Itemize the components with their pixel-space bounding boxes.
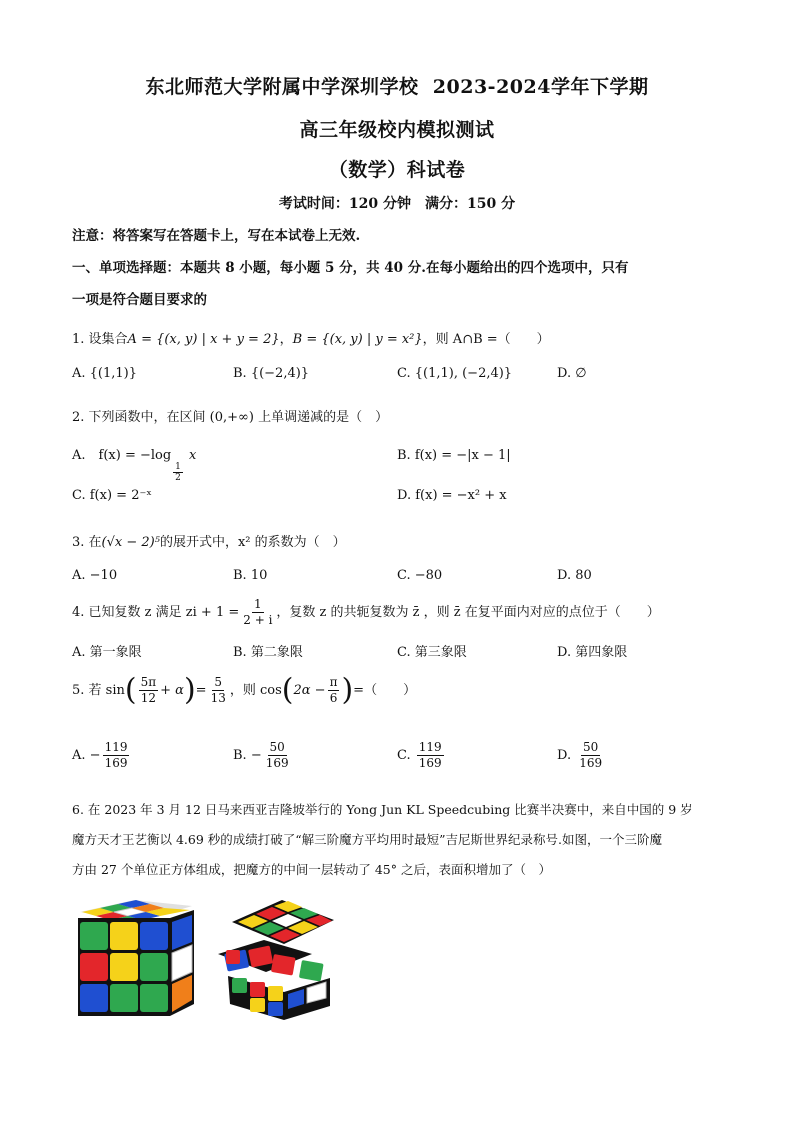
q5-c-label: C. xyxy=(397,748,411,763)
q1-sep: ， xyxy=(279,332,293,347)
q1-option-d: D. ∅ xyxy=(557,366,587,381)
q3-prefix: 3. 在 xyxy=(72,535,102,550)
q5-d-num: 50 xyxy=(583,740,599,754)
q5-prefix: 5. 若 sin xyxy=(72,683,125,698)
q5-arg-den: 12 xyxy=(140,691,156,705)
q5-a-sign: − xyxy=(89,748,101,763)
q5-a-num: 119 xyxy=(104,740,128,754)
q5-d-den: 169 xyxy=(579,756,603,770)
rubiks-cube-image-2 xyxy=(212,892,342,1020)
q2-option-c: C. f(x) = 2⁻ˣ xyxy=(72,488,152,503)
cube2-top xyxy=(232,900,334,944)
question-6-line-2: 魔方天才王艺衡以 4.69 秒的成绩打破了“解三阶魔方平均用时最短”吉尼斯世界纪录称号.如图，一个三阶魔 xyxy=(72,832,663,847)
q3-expr: (√x − 2)⁵ xyxy=(101,535,160,550)
section-heading-1: 一、单项选择题：本题共 8 小题，每小题 5 分，共 40 分.在每小题给出的四个选项中，只有 xyxy=(72,260,629,276)
q5-arg2-num: π xyxy=(329,675,338,689)
q5-c-den: 169 xyxy=(418,756,442,770)
section-heading-2: 一项是符合题目要求的 xyxy=(72,292,207,308)
q5-arg-tail: + α xyxy=(160,683,184,698)
question-2-stem: 2. 下列函数中，在区间 (0,+∞) 上单调递减的是（ ） xyxy=(72,410,389,425)
cube2-middle-layer xyxy=(218,940,324,982)
q3-option-c: C. −80 xyxy=(397,568,443,583)
q3-option-b: B. 10 xyxy=(233,568,268,583)
q5-arg-num: 5π xyxy=(140,675,157,689)
q3-option-a: A. −10 xyxy=(72,568,118,583)
q5-option-a xyxy=(72,740,131,771)
q1-set-b: B = {(x, y) | y = x²} xyxy=(292,332,423,347)
q4-option-c: C. 第三象限 xyxy=(397,645,467,660)
question-1-stem xyxy=(72,328,550,347)
q5-suffix: =（ ） xyxy=(353,683,417,698)
q5-b-den: 169 xyxy=(265,756,289,770)
cube1-side xyxy=(172,915,192,1012)
q5-b-num: 50 xyxy=(269,740,285,754)
q1-set-a: A = {(x, y) | x + y = 2} xyxy=(127,332,280,347)
cube1-front xyxy=(80,922,168,1012)
q5-arg2-head: 2α − xyxy=(293,683,326,698)
q2-option-a xyxy=(72,444,196,483)
term: 2023-2024学年下学期 xyxy=(432,76,649,98)
exam-info: 考试时间：120 分钟 满分：150 分 xyxy=(278,196,516,212)
q2-a-pre: A. f(x) = −log xyxy=(72,448,172,463)
q4-prefix: 4. 已知复数 z 满足 zi + 1 = xyxy=(72,605,240,620)
q1-option-a: A. {(1,1)} xyxy=(72,366,138,381)
title-line-3: （数学）科试卷 xyxy=(328,159,466,181)
q4-frac-num: 1 xyxy=(254,597,262,611)
school-name: 东北师范大学附属中学深圳学校 xyxy=(145,76,419,98)
q5-arg2-den: 6 xyxy=(329,691,338,705)
q5-eq: = xyxy=(195,683,207,698)
q4-frac-den: 2 + i xyxy=(243,613,273,627)
q4-option-d: D. 第四象限 xyxy=(557,645,628,660)
question-5-stem: 5. 若 sin( $\frac{5\pi}{12}$ + α)= $\frac{5}{13}$ ，则 cos(2α − $\frac{\pi}{6}$ )=（ ） xyxy=(72,672,417,708)
title-line-1 xyxy=(0,72,794,99)
question-6-line-3: 方由 27 个单位正方体组成，把魔方的中间一层转动了 45° 之后，表面积增加了（ ） xyxy=(72,862,551,877)
q2-a-post: x xyxy=(184,448,197,463)
q5-a-den: 169 xyxy=(104,756,128,770)
q5-option-d xyxy=(557,740,606,771)
q3-suffix: 的展开式中，x² 的系数为（ ） xyxy=(159,535,346,550)
question-4-stem xyxy=(72,597,660,628)
q5-option-c xyxy=(397,740,446,771)
q2-a-sub-num: 1 xyxy=(175,462,181,472)
q2-option-b: B. f(x) = −|x − 1| xyxy=(397,448,511,463)
q1-option-c: C. {(1,1), (−2,4)} xyxy=(397,366,513,381)
q4-suffix: ，复数 z 的共轭复数为 z̄ ，则 z̄ 在复平面内对应的点位于（ ） xyxy=(276,605,660,620)
title-line-2: 高三年级校内模拟测试 xyxy=(299,119,495,141)
q3-option-d: D. 80 xyxy=(557,568,592,583)
notice: 注意：将答案写在答题卡上，写在本试卷上无效. xyxy=(72,228,361,244)
q5-d-label: D. xyxy=(557,748,572,763)
q4-option-a: A. 第一象限 xyxy=(72,645,142,660)
q1-suffix: ，则 A∩B =（ ） xyxy=(422,332,550,347)
q1-prefix: 1. 设集合 xyxy=(72,332,128,347)
q4-option-b: B. 第二象限 xyxy=(233,645,303,660)
q5-c-num: 119 xyxy=(418,740,442,754)
q5-b-sign: − xyxy=(250,748,262,763)
q5-mid: ，则 cos xyxy=(229,683,282,698)
q2-a-sub-den: 2 xyxy=(175,473,181,483)
q5-val-den: 13 xyxy=(210,691,226,705)
q1-option-b: B. {(−2,4)} xyxy=(233,366,310,381)
question-3-stem xyxy=(72,531,346,550)
q5-a-label: A. xyxy=(72,748,86,763)
question-6-line-1: 6. 在 2023 年 3 月 12 日马来西亚吉隆坡举行的 Yong Jun KL Speedcubing 比赛半决赛中，来自中国的 9 岁 xyxy=(72,802,693,817)
rubiks-cube-image-1 xyxy=(70,892,200,1020)
q5-b-label: B. xyxy=(233,748,247,763)
q5-option-b xyxy=(233,740,293,771)
q5-val-num: 5 xyxy=(214,675,223,689)
cube2-bottom xyxy=(228,976,330,1020)
q2-option-d: D. f(x) = −x² + x xyxy=(397,488,507,503)
